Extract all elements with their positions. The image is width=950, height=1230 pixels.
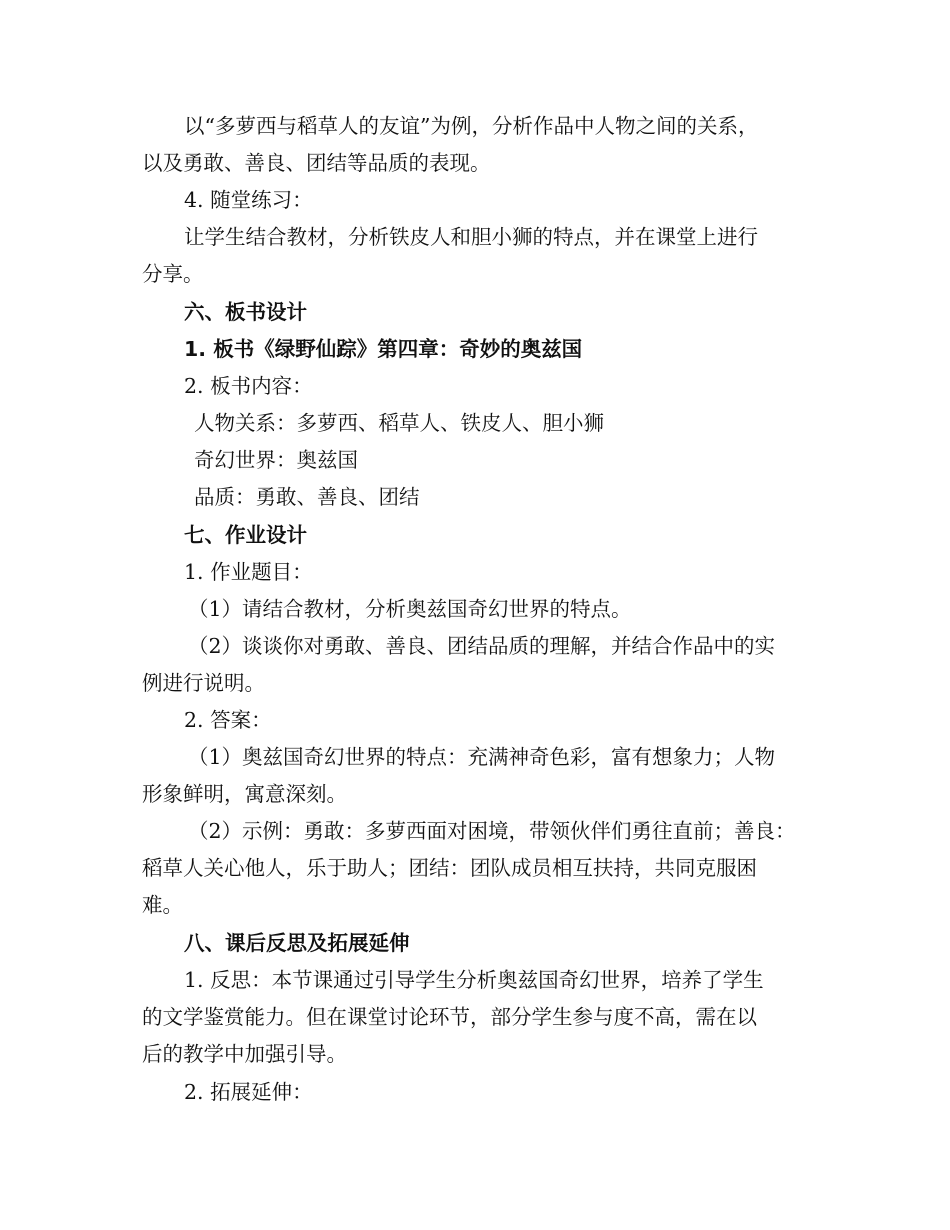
paragraph-line: 分享。 bbox=[142, 262, 204, 286]
list-item: 1. 反思：本节课通过引导学生分析奥兹国奇幻世界，培养了学生 bbox=[184, 968, 764, 992]
paragraph-line: 稻草人关心他人，乐于助人；团结：团队成员相互扶持，共同克服困 bbox=[142, 856, 757, 880]
paragraph-line: 形象鲜明，寓意深刻。 bbox=[142, 782, 347, 806]
list-item: 2. 答案： bbox=[184, 708, 272, 732]
paragraph-line: 例进行说明。 bbox=[142, 671, 265, 695]
list-item: 4. 随堂练习： bbox=[184, 188, 313, 212]
section-heading: 八、课后反思及拓展延伸 bbox=[184, 931, 410, 955]
answer-item: （1）奥兹国奇幻世界的特点：充满神奇色彩，富有想象力；人物 bbox=[188, 745, 776, 769]
paragraph-line: 后的教学中加强引导。 bbox=[142, 1042, 347, 1066]
question-item: （1）请结合教材，分析奥兹国奇幻世界的特点。 bbox=[188, 597, 632, 621]
question-item: （2）谈谈你对勇敢、善良、团结品质的理解，并结合作品中的实 bbox=[188, 634, 776, 658]
paragraph-line: 让学生结合教材，分析铁皮人和胆小狮的特点，并在课堂上进行 bbox=[184, 225, 758, 249]
board-item: 人物关系：多萝西、稻草人、铁皮人、胆小狮 bbox=[194, 411, 604, 435]
paragraph-line: 以“多萝西与稻草人的友谊”为例，分析作品中人物之间的关系， bbox=[184, 114, 759, 138]
subheading: 1. 板书《绿野仙踪》第四章：奇妙的奥兹国 bbox=[184, 337, 583, 361]
board-item: 奇幻世界：奥兹国 bbox=[194, 448, 358, 472]
section-heading: 六、板书设计 bbox=[184, 300, 307, 324]
section-heading: 七、作业设计 bbox=[184, 523, 307, 547]
paragraph-line: 以及勇敢、善良、团结等品质的表现。 bbox=[142, 151, 491, 175]
paragraph-line: 难。 bbox=[142, 893, 183, 917]
paragraph-line: 的文学鉴赏能力。但在课堂讨论环节，部分学生参与度不高，需在以 bbox=[142, 1005, 757, 1029]
list-item: 1. 作业题目： bbox=[184, 560, 313, 584]
answer-item: （2）示例：勇敢：多萝西面对困境，带领伙伴们勇往直前；善良： bbox=[188, 819, 796, 843]
list-item: 2. 板书内容： bbox=[184, 374, 313, 398]
list-item: 2. 拓展延伸： bbox=[184, 1080, 313, 1104]
board-item: 品质：勇敢、善良、团结 bbox=[194, 485, 420, 509]
